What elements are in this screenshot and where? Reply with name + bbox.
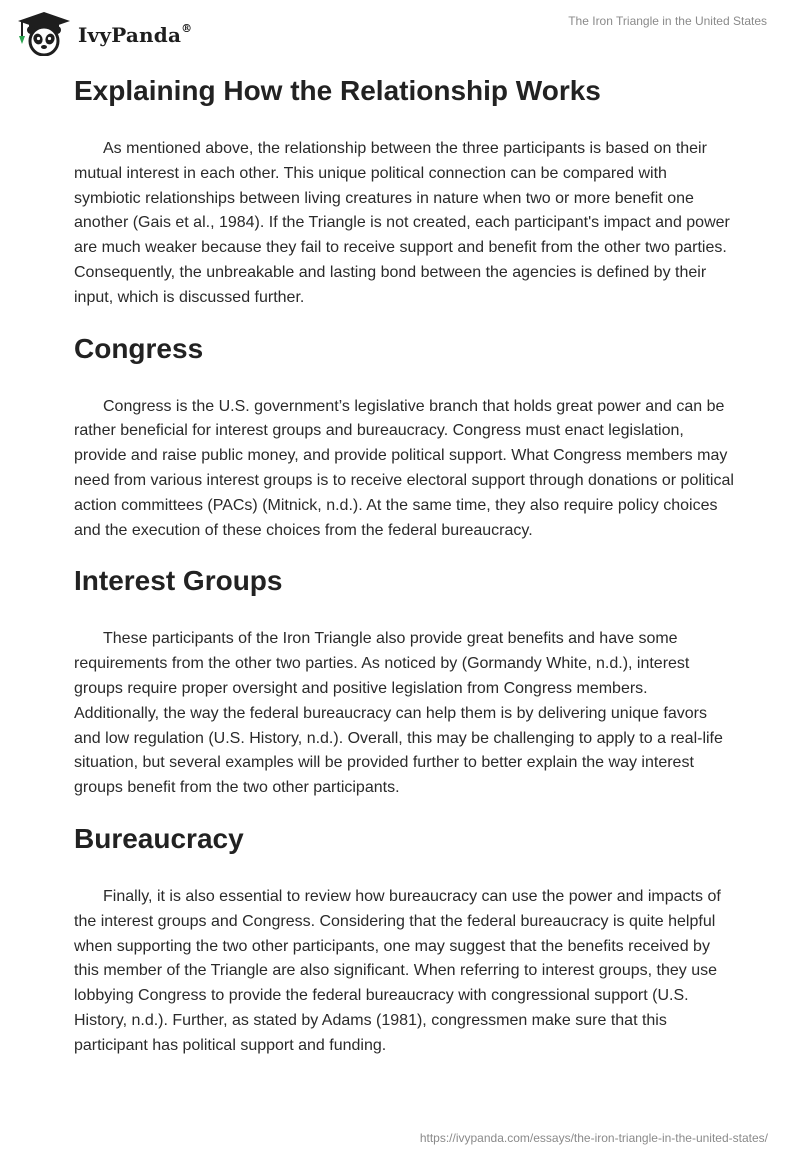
registered-mark: ® bbox=[181, 22, 193, 36]
document-title: The Iron Triangle in the United States bbox=[568, 14, 767, 28]
section-paragraph: These participants of the Iron Triangle also provide great benefits and have some requirements from the other two parties. As noticed by (Gormandy White, n.d.), interest groups require proper oversight and positive legislation from Congress members. Additionally, the way the federal bureaucracy can help them is by delivering unique favors and low regulation (U.S. History, n.d.). Overall, this may be challenging to apply to a real-life situation, but several examples will be provided further to better explain the way interest groups benefit from the two other participants. bbox=[74, 630, 723, 797]
section-heading: Congress bbox=[74, 332, 204, 364]
section-congress bbox=[74, 324, 734, 544]
panda-graduation-cap-icon bbox=[14, 8, 76, 56]
section-heading: Bureaucracy bbox=[74, 822, 244, 854]
section-heading: Explaining How the Relationship Works bbox=[74, 75, 601, 106]
section-relationship bbox=[74, 66, 734, 311]
logo-name: IvyPanda bbox=[78, 23, 182, 47]
essay-content bbox=[74, 66, 734, 1072]
section-heading: Interest Groups bbox=[74, 565, 283, 597]
page-header bbox=[0, 0, 800, 62]
logo-text bbox=[78, 23, 192, 47]
section-bureaucracy bbox=[74, 814, 734, 1059]
section-interest-groups bbox=[74, 556, 734, 801]
ivypanda-logo[interactable] bbox=[14, 8, 196, 56]
section-paragraph: As mentioned above, the relationship between the three participants is based on their mutual interest in each other. This unique political connection can be compared with symbiotic relationships between living creatures in nature when two or more benefit one another (Gais et al., 1984). If the Triangle is not created, each participant's impact and power are much weaker because they fail to receive support and benefit from the other two parties. Consequently, the unbreakable and lasting bond between the agencies is defined by their input, which is discussed further. bbox=[74, 140, 730, 306]
section-paragraph: Finally, it is also essential to review how bureaucracy can use the power and impacts of the interest groups and Congress. Considering that the federal bureaucracy is quite helpful when supporting the two other participants, one may suggest that the benefits received by this member of the Triangle are also significant. When referring to interest groups, they use lobbying Congress to provide the federal bureaucracy with congressional support (U.S. History, n.d.). Further, as stated by Adams (1981), congressmen make sure that this participant has political support and funding. bbox=[74, 887, 721, 1054]
source-url-link[interactable]: https://ivypanda.com/essays/the-iron-triangle-in-the-united-states/ bbox=[419, 1131, 768, 1145]
section-paragraph: Congress is the U.S. government’s legislative branch that holds great power and can be rather beneficial for interest groups and bureaucracy. Congress must enact legislation, provide and raise public money, and provide political support. What Congress members may need from various interest groups is to receive electoral support through donations or political action committees (PACs) (Mitnick, n.d.). At the same time, they also require policy choices and the execution of these choices from the federal bureaucracy. bbox=[74, 397, 734, 539]
